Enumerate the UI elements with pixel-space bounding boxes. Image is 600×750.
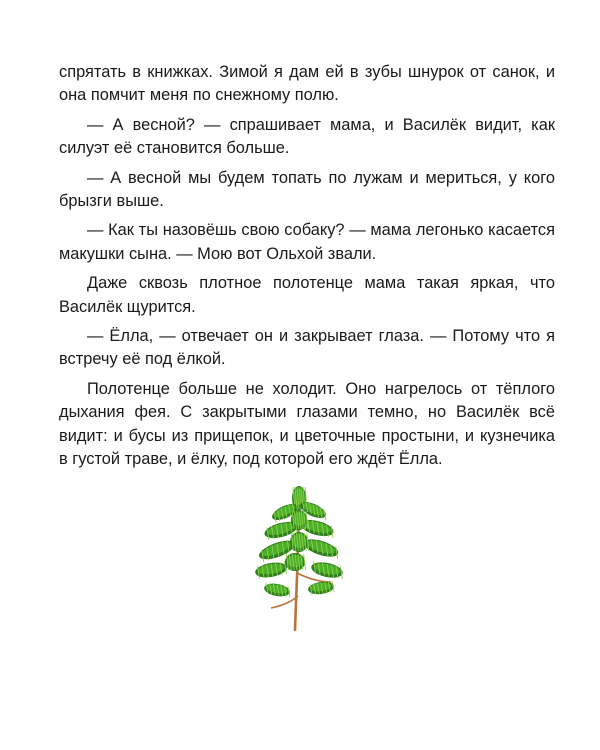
paragraph-7: Полотенце больше не холодит. Оно нагрелось от тёплого дыхания фея. С закрытыми глазами темно, но Василёк всё видит: и бусы из прищепок, и цветочные простыни, и кузнечика в густой траве, и ёлку, под которой его ждёт Ёлла. — [59, 379, 555, 469]
paragraph-6: — Ёлла, — отвечает он и закрывает глаза. — Потому что я встречу её под ёлкой. — [59, 327, 555, 369]
paragraph-3: — А весной мы будем топать по лужам и мериться, у кого брызги выше. — [59, 168, 555, 211]
sprig-twig — [271, 596, 298, 608]
story-text — [59, 61, 555, 478]
paragraph-2: — А весной? — спрашивает мама, и Василёк видит, как силуэт её становится больше. — [59, 115, 555, 158]
paragraph-5: Даже сквозь плотное полотенце мама такая яркая, что Василёк щурится. — [59, 274, 555, 316]
paragraph-4: — Как ты назовёшь свою собаку? — мама легонько касается макушки сына. — Мою вот Ольхой звали. — [59, 221, 555, 263]
fir-sprig-icon — [255, 478, 355, 638]
paragraph-1: спрятать в книжках. Зимой я дам ей в зубы шнурок от санок, и она помчит меня по снежному полю. — [59, 63, 555, 105]
